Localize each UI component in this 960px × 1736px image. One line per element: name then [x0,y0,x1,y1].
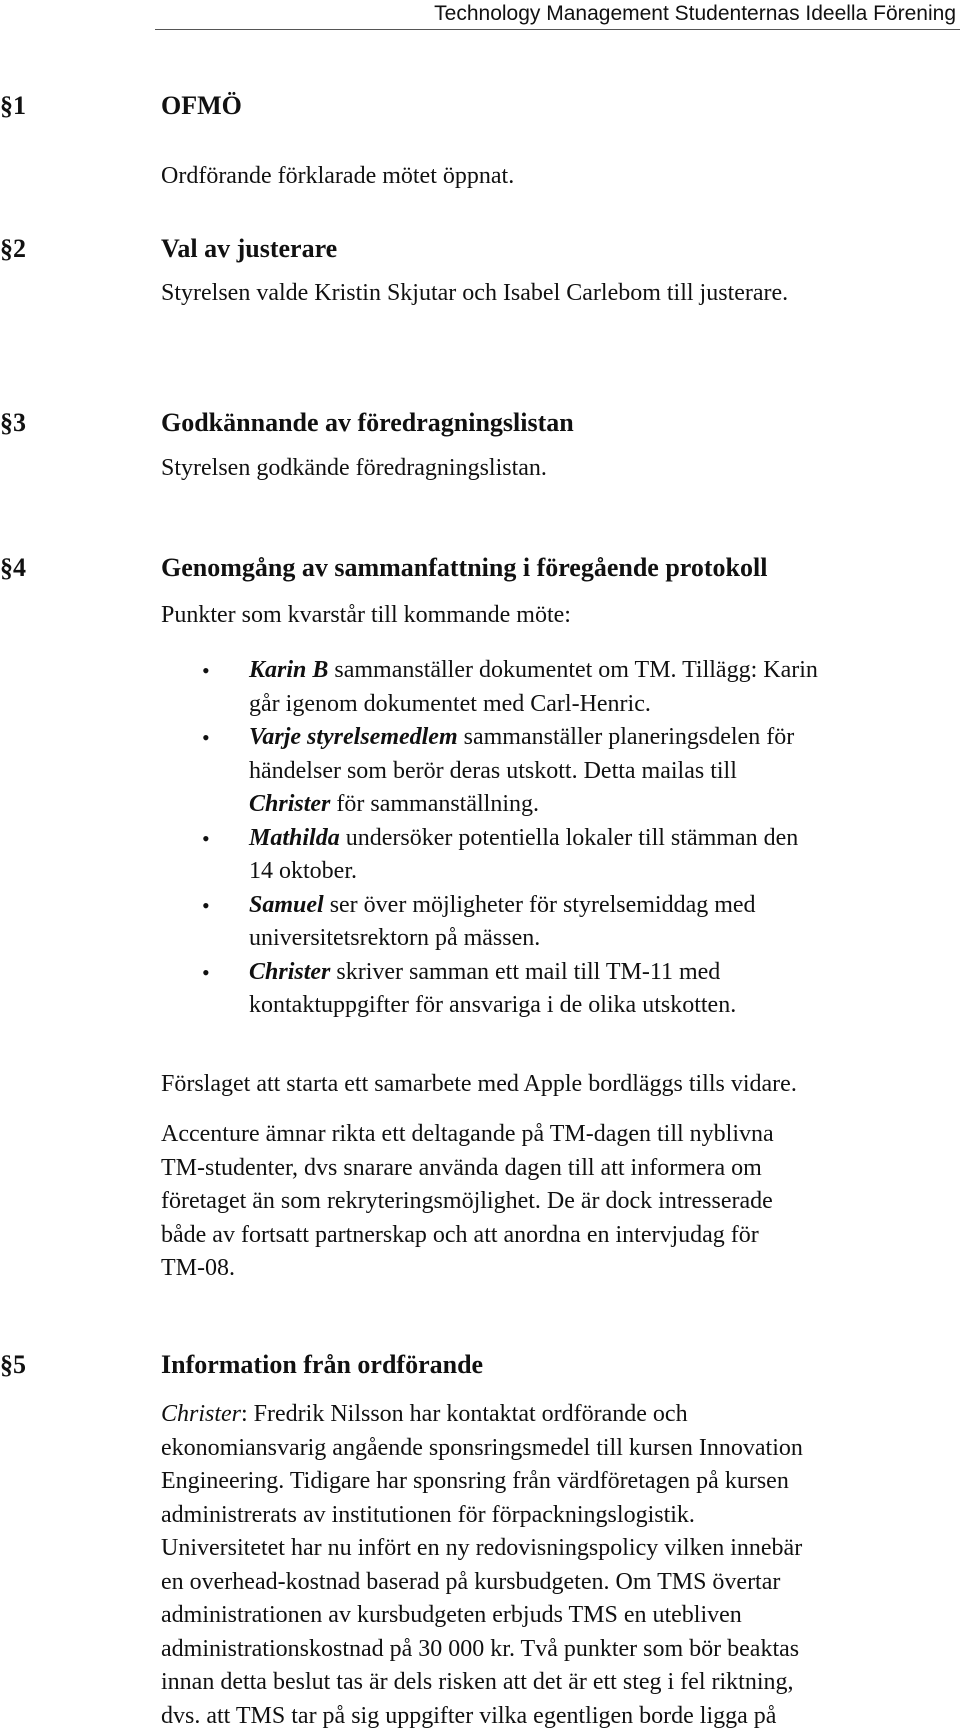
paragraph-line: TM-studenter, dvs snarare använda dagen till att informera om [161,1154,762,1181]
item-text: skriver samman ett mail till TM-11 med [330,958,721,985]
section-number: §5 [0,1350,26,1379]
person-name: Christer [249,958,331,985]
paragraph-line: en overhead-kostnad baserad på kursbudgeten. Om TMS övertar [161,1568,781,1595]
section-title: OFMÖ [161,91,242,120]
paragraph-line: administrationen av kursbudgeten erbjuds TMS en utebliven [161,1602,742,1628]
paragraph-line: Engineering. Tidigare har sponsring från värdföretagen på kursen [161,1468,789,1494]
section-number: §4 [0,553,26,582]
section-title: Godkännande av föredragningslistan [161,408,574,437]
apple-note: Förslaget att starta ett samarbete med Apple bordläggs tills vidare. [161,1071,797,1097]
paragraph-text: : Fredrik Nilsson har kontaktat ordförande och [241,1401,688,1427]
accenture-paragraph [161,1118,951,1286]
section-4-intro: Punkter som kvarstår till kommande möte: [161,602,571,628]
list-item [161,822,818,889]
bullet-icon: • [202,725,210,750]
item-text: för sammanställning. [330,791,540,817]
paragraph-line: Accenture ämnar rikta ett deltagande på TM-dagen till nyblivna [161,1121,774,1147]
list-item [161,721,818,822]
section-title: Val av justerare [161,234,338,263]
section-2-text: Styrelsen valde Kristin Skjutar och Isabel Carlebom till justerare. [161,280,789,306]
organization-name: Technology Management Studenternas Ideella Förening [434,2,956,25]
paragraph-line: administrerats av institutionen för förpackningslogistik. [161,1501,695,1528]
person-name: Christer [249,791,331,817]
section-5-paragraph [161,1398,951,1733]
list-item [161,956,818,1023]
bullet-icon: • [202,892,210,918]
section-number: §2 [0,234,26,263]
page-header [155,0,960,30]
section-number: §3 [0,408,26,437]
list-item [161,654,818,721]
list-item [161,889,818,956]
paragraph-line: ekonomiansvarig angående sponsringsmedel till kursen Innovation [161,1434,803,1461]
item-text: ser över möjligheter för styrelsemiddag med [323,891,756,918]
item-text: sammanställer planeringsdelen för [457,724,795,750]
paragraph-line: dvs. att TMS tar på sig uppgifter vilka egentligen borde ligga på [161,1702,777,1729]
person-name: Samuel [249,891,324,918]
section-1-text: Ordförande förklarade mötet öppnat. [161,163,515,189]
person-name: Christer [161,1401,242,1427]
item-text: 14 oktober. [249,858,357,884]
section-number: §1 [0,91,26,120]
paragraph-line: innan detta beslut tas är dels risken att det är ett steg i fel riktning, [161,1669,794,1695]
section-title: Information från ordförande [161,1350,484,1379]
paragraph-line: både av fortsatt partnerskap och att anordna en intervjudag för [161,1221,759,1248]
paragraph-line: administrationskostnad på 30 000 kr. Två punkter som bör beaktas [161,1635,800,1662]
item-text: universitetsrektorn på mässen. [249,925,541,951]
item-text: undersöker potentiella lokaler till stämman den [339,824,799,851]
section-title: Genomgång av sammanfattning i föregående protokoll [161,553,768,582]
item-text: kontaktuppgifter för ansvariga i de olika utskotten. [249,992,737,1018]
person-name: Mathilda [249,824,340,851]
item-text: händelser som berör deras utskott. Detta mailas till [249,757,737,784]
pending-items-list [161,654,818,1023]
person-name: Karin B [249,657,329,683]
paragraph-line: Universitetet har nu infört en ny redovisningspolicy vilken innebär [161,1535,803,1561]
item-text: går igenom dokumentet med Carl-Henric. [249,690,651,717]
paragraph-line: TM-08. [161,1255,235,1281]
bullet-icon: • [202,825,210,851]
item-text: sammanställer dokumentet om TM. Tillägg: Karin [328,657,818,683]
paragraph-line: företaget än som rekryteringsmöjlighet. De är dock intresserade [161,1188,773,1214]
bullet-icon: • [202,959,210,985]
section-3-text: Styrelsen godkände föredragningslistan. [161,455,547,481]
person-name: Varje styrelsemedlem [249,724,458,750]
bullet-icon: • [202,658,210,683]
